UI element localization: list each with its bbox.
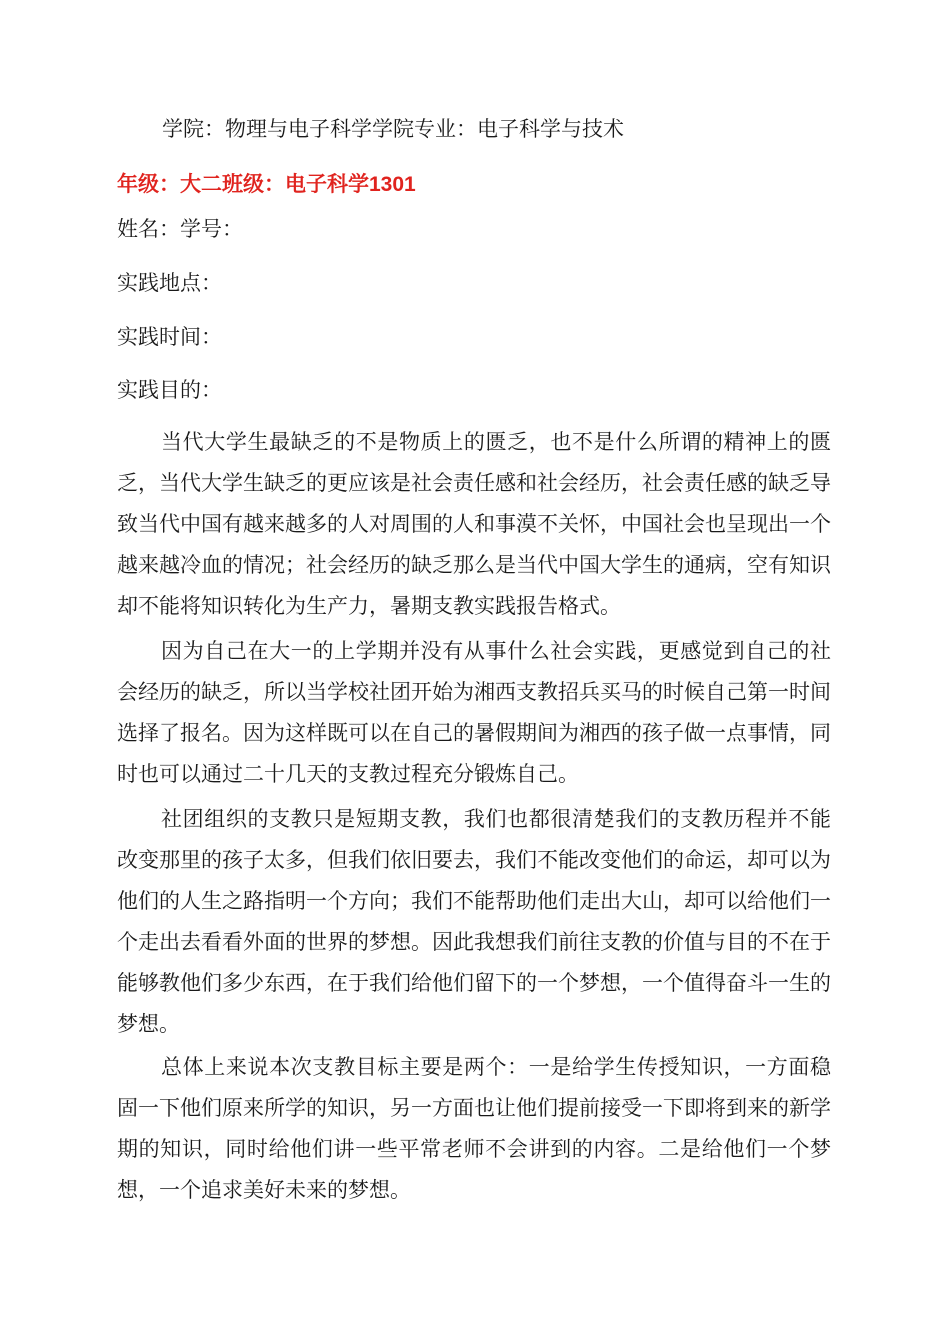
college-major-line: 学院：物理与电子科学学院专业：电子科学与技术 <box>162 117 624 141</box>
paragraph: 总体上来说本次支教目标主要是两个：一是给学生传授知识，一方面稳固一下他们原来所学的知识，另一方面也让他们提前接受一下即将到来的新学期的知识，同时给他们讲一些平常老师不会讲到的内容。二是给他们一个梦想，一个追求美好未来的梦想。 <box>117 1055 831 1202</box>
practice-goal-line: 实践目的： <box>117 378 222 402</box>
paragraph: 社团组织的支教只是短期支教，我们也都很清楚我们的支教历程并不能改变那里的孩子太多，但我们依旧要去，我们不能改变他们的命运，却可以为他们的人生之路指明一个方向；我们不能帮助他们走出大山，却可以给他们一个走出去看看外面的世界的梦想。因此我想我们前往支教的价值与目的不在于能够教他们多少东西，在于我们给他们留下的一个梦想，一个值得奋斗一生的梦想。 <box>117 807 831 1036</box>
name-id-line: 姓名：学号： <box>117 217 243 241</box>
paragraph: 当代大学生最缺乏的不是物质上的匮乏，也不是什么所谓的精神上的匮乏，当代大学生缺乏的更应该是社会责任感和社会经历，社会责任感的缺乏导致当代中国有越来越多的人对周围的人和事漠不关怀，中国社会也呈现出一个越来越冷血的情况；社会经历的缺乏那么是当代中国大学生的通病，空有知识却不能将知识转化为生产力，暑期支教实践报告格式。 <box>117 430 831 618</box>
grade-class-line: 年级：大二班级：电子科学1301 <box>117 173 416 196</box>
practice-place-line: 实践地点： <box>117 271 222 295</box>
paragraph: 因为自己在大一的上学期并没有从事什么社会实践，更感觉到自己的社会经历的缺乏，所以当学校社团开始为湘西支教招兵买马的时候自己第一时间选择了报名。因为这样既可以在自己的暑假期间为湘西的孩子做一点事情，同时也可以通过二十几天的支教过程充分锻炼自己。 <box>117 639 831 786</box>
practice-time-line: 实践时间： <box>117 325 222 349</box>
